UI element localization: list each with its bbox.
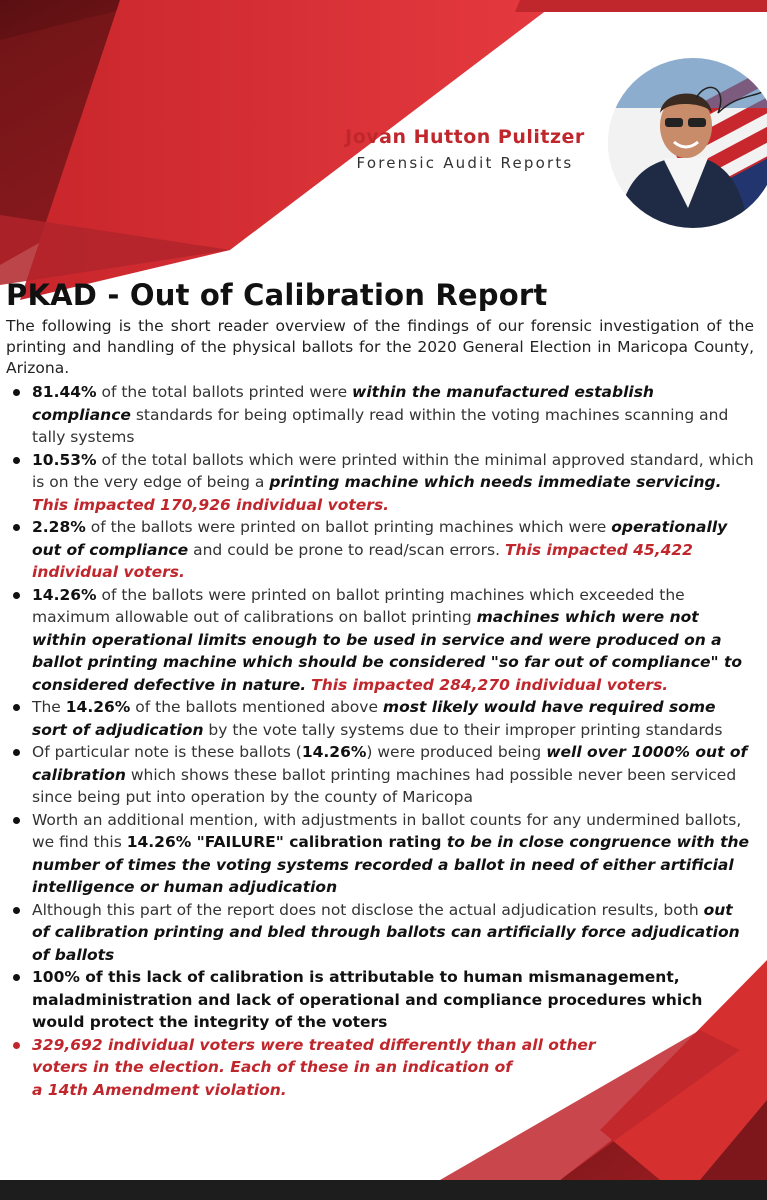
finding-text: of the ballots mentioned above (130, 698, 383, 716)
finding-text: Of particular note is these ballots ( (32, 743, 302, 761)
report-intro: The following is the short reader overview of the findings of our forensic investigation of the printing and handling of the physical ballots for the 2020 General Election in Maricopa County, Arizona. (6, 317, 754, 377)
finding-item (32, 516, 754, 584)
finding-text: standards for being optimally read within the voting machines scanning and tally systems (32, 405, 729, 446)
conclusion-line: a 14th Amendment violation. (32, 1080, 287, 1099)
finding-item (32, 741, 754, 809)
finding-text: and could be prone to read/scan errors. (188, 540, 505, 559)
finding-item (32, 696, 754, 741)
portrait-illustration (608, 58, 767, 228)
finding-text: ) were produced being (366, 743, 547, 761)
brand-subtitle: Forensic Audit Reports (356, 154, 574, 172)
finding-text: of the ballots were printed on ballot printing machines which exceeded the maximum allowable out of calibrations on ballot printing (32, 585, 685, 626)
finding-item (32, 899, 754, 967)
finding-item (32, 381, 754, 449)
finding-percent: 14.26% "FAILURE" calibration rating (126, 833, 442, 851)
finding-text: of the total ballots printed were (96, 383, 353, 401)
finding-emphasis: well over 1000% out of calibration (32, 743, 748, 784)
finding-text: Although this part of the report does not disclose the actual adjudication results, both (32, 900, 704, 919)
brand-block (320, 126, 610, 172)
brand-name: Jovan Hutton Pulitzer (345, 126, 585, 148)
finding-emphasis: operationally out of compliance (32, 518, 728, 559)
finding-text: by the vote tally systems due to their improper printing standards (203, 720, 723, 739)
report-title: PKAD - Out of Calibration Report (6, 278, 548, 312)
finding-item (32, 584, 754, 697)
finding-text: which shows these ballot printing machines had possible never been serviced since being put into operation by the county of Maricopa (32, 765, 737, 806)
bottom-bar (0, 1180, 767, 1200)
finding-percent: 81.44% (32, 383, 97, 401)
conclusion-line: voters in the election. Each of these in an indication of (32, 1058, 513, 1076)
conclusion-line: 329,692 individual voters were treated differently than all other (32, 1035, 596, 1054)
finding-emphasis: printing machine which needs immediate servicing. (269, 473, 722, 491)
finding-text: of the ballots were printed on ballot printing machines which were (85, 518, 612, 536)
finding-text: of the total ballots which were printed within the minimal approved standard, which is on the very edge of being a (32, 450, 754, 491)
finding-emphasis: most likely would have required some sort of adjudication (32, 698, 716, 739)
finding-percent: 14.26% (301, 743, 367, 761)
findings-list (6, 381, 754, 1101)
finding-percent: 2.28% (32, 518, 86, 536)
finding-percent: 14.26% (32, 585, 97, 604)
finding-text: The (32, 698, 66, 716)
finding-conclusion (32, 1034, 754, 1102)
finding-emphasis: out of calibration printing and bled through ballots can artificially force adjudication of ballots (32, 900, 740, 964)
finding-item (32, 449, 754, 517)
finding-item (32, 809, 754, 899)
finding-item (32, 966, 754, 1034)
finding-emphasis: 100% of this lack of calibration is attributable to human mismanagement, maladministration and lack of operational and compliance procedures which would protect the integrity of the voters (32, 968, 703, 1031)
finding-percent: 10.53% (32, 450, 97, 469)
finding-text: Worth an additional mention, with adjustments in ballot counts for any undermined ballots, we find this (32, 810, 742, 851)
finding-impact: This impacted 45,422 individual voters. (32, 540, 693, 581)
finding-impact: This impacted 284,270 individual voters. (311, 675, 669, 694)
finding-impact: This impacted 170,926 individual voters. (32, 495, 390, 514)
finding-emphasis: machines which were not within operational limits enough to be used in service and were produced on a ballot printing machine which should be considered "so far out of compliance" to considered defective in nature. (32, 608, 743, 694)
finding-emphasis: within the manufactured establish compliance (32, 383, 654, 424)
report-content (6, 278, 754, 1101)
author-portrait (608, 58, 767, 228)
finding-emphasis: to be in close congruence with the number of times the voting systems recorded a ballot in need of either artificial intelligence or human adjudication (32, 833, 750, 896)
finding-percent: 14.26% (65, 698, 131, 716)
